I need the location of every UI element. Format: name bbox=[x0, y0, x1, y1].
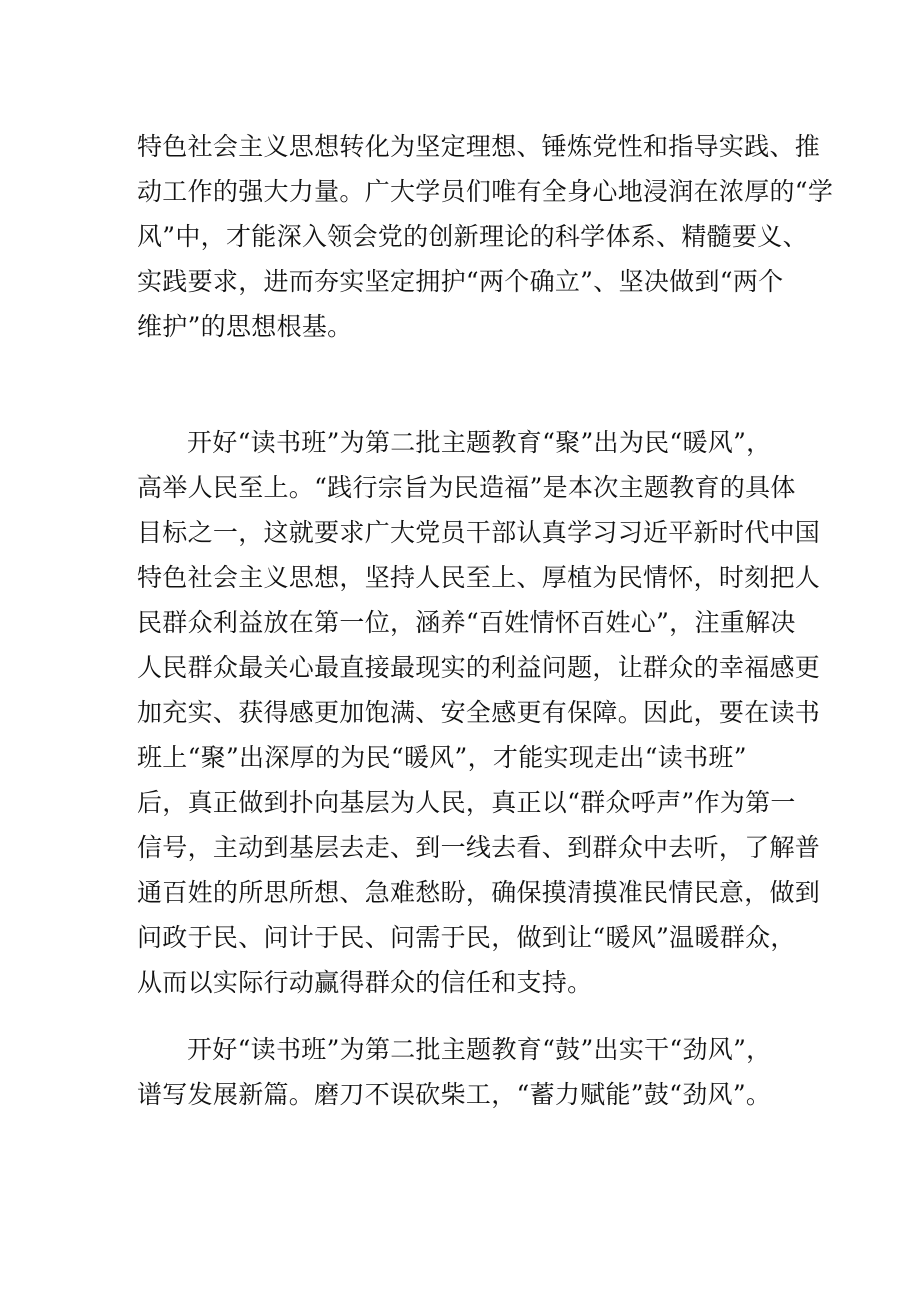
text-line: 维护”的思想根基。 bbox=[137, 312, 353, 341]
text-line: 从而以实际行动赢得群众的信任和支持。 bbox=[137, 968, 593, 997]
text-line: 开好“读书班”为第二批主题教育“聚”出为民“暖风”， bbox=[187, 428, 772, 457]
text-line: 民群众利益放在第一位，涵养“百姓情怀百姓心”，注重解决 bbox=[137, 608, 796, 637]
text-line: 后，真正做到扑向基层为人民，真正以“群众呼声”作为第一 bbox=[137, 788, 796, 817]
text-line: 特色社会主义思想，坚持人民至上、厚植为民情怀，时刻把人 bbox=[137, 563, 821, 592]
text-line: 开好“读书班”为第二批主题教育“鼓”出实干“劲风”， bbox=[187, 1035, 772, 1064]
text-line: 信号，主动到基层去走、到一线去看、到群众中去听，了解普 bbox=[137, 833, 821, 862]
text-line: 特色社会主义思想转化为坚定理想、锤炼党性和指导实践、推 bbox=[137, 132, 821, 161]
text-line: 实践要求，进而夯实坚定拥护“两个确立”、坚决做到“两个 bbox=[137, 267, 784, 296]
text-line: 人民群众最关心最直接最现实的利益问题，让群众的幸福感更 bbox=[137, 653, 821, 682]
text-line: 通百姓的所思所想、急难愁盼，确保摸清摸准民情民意，做到 bbox=[137, 878, 821, 907]
text-line: 班上“聚”出深厚的为民“暖风”，才能实现走出“读书班” bbox=[137, 743, 747, 772]
text-line: 谱写发展新篇。磨刀不误砍柴工，“蓄力赋能”鼓“劲风”。 bbox=[137, 1080, 772, 1109]
text-line: 高举人民至上。“践行宗旨为民造福”是本次主题教育的具体 bbox=[137, 473, 796, 502]
text-line: 目标之一，这就要求广大党员干部认真学习习近平新时代中国 bbox=[137, 518, 821, 547]
text-line: 加充实、获得感更加饱满、安全感更有保障。因此，要在读书 bbox=[137, 698, 821, 727]
text-line: 问政于民、问计于民、问需于民，做到让“暖风”温暖群众， bbox=[137, 923, 796, 952]
text-line: 风”中，才能深入领会党的创新理论的科学体系、精髓要义、 bbox=[137, 222, 808, 251]
text-line: 动工作的强大力量。广大学员们唯有全身心地浸润在浓厚的“学 bbox=[137, 177, 834, 206]
